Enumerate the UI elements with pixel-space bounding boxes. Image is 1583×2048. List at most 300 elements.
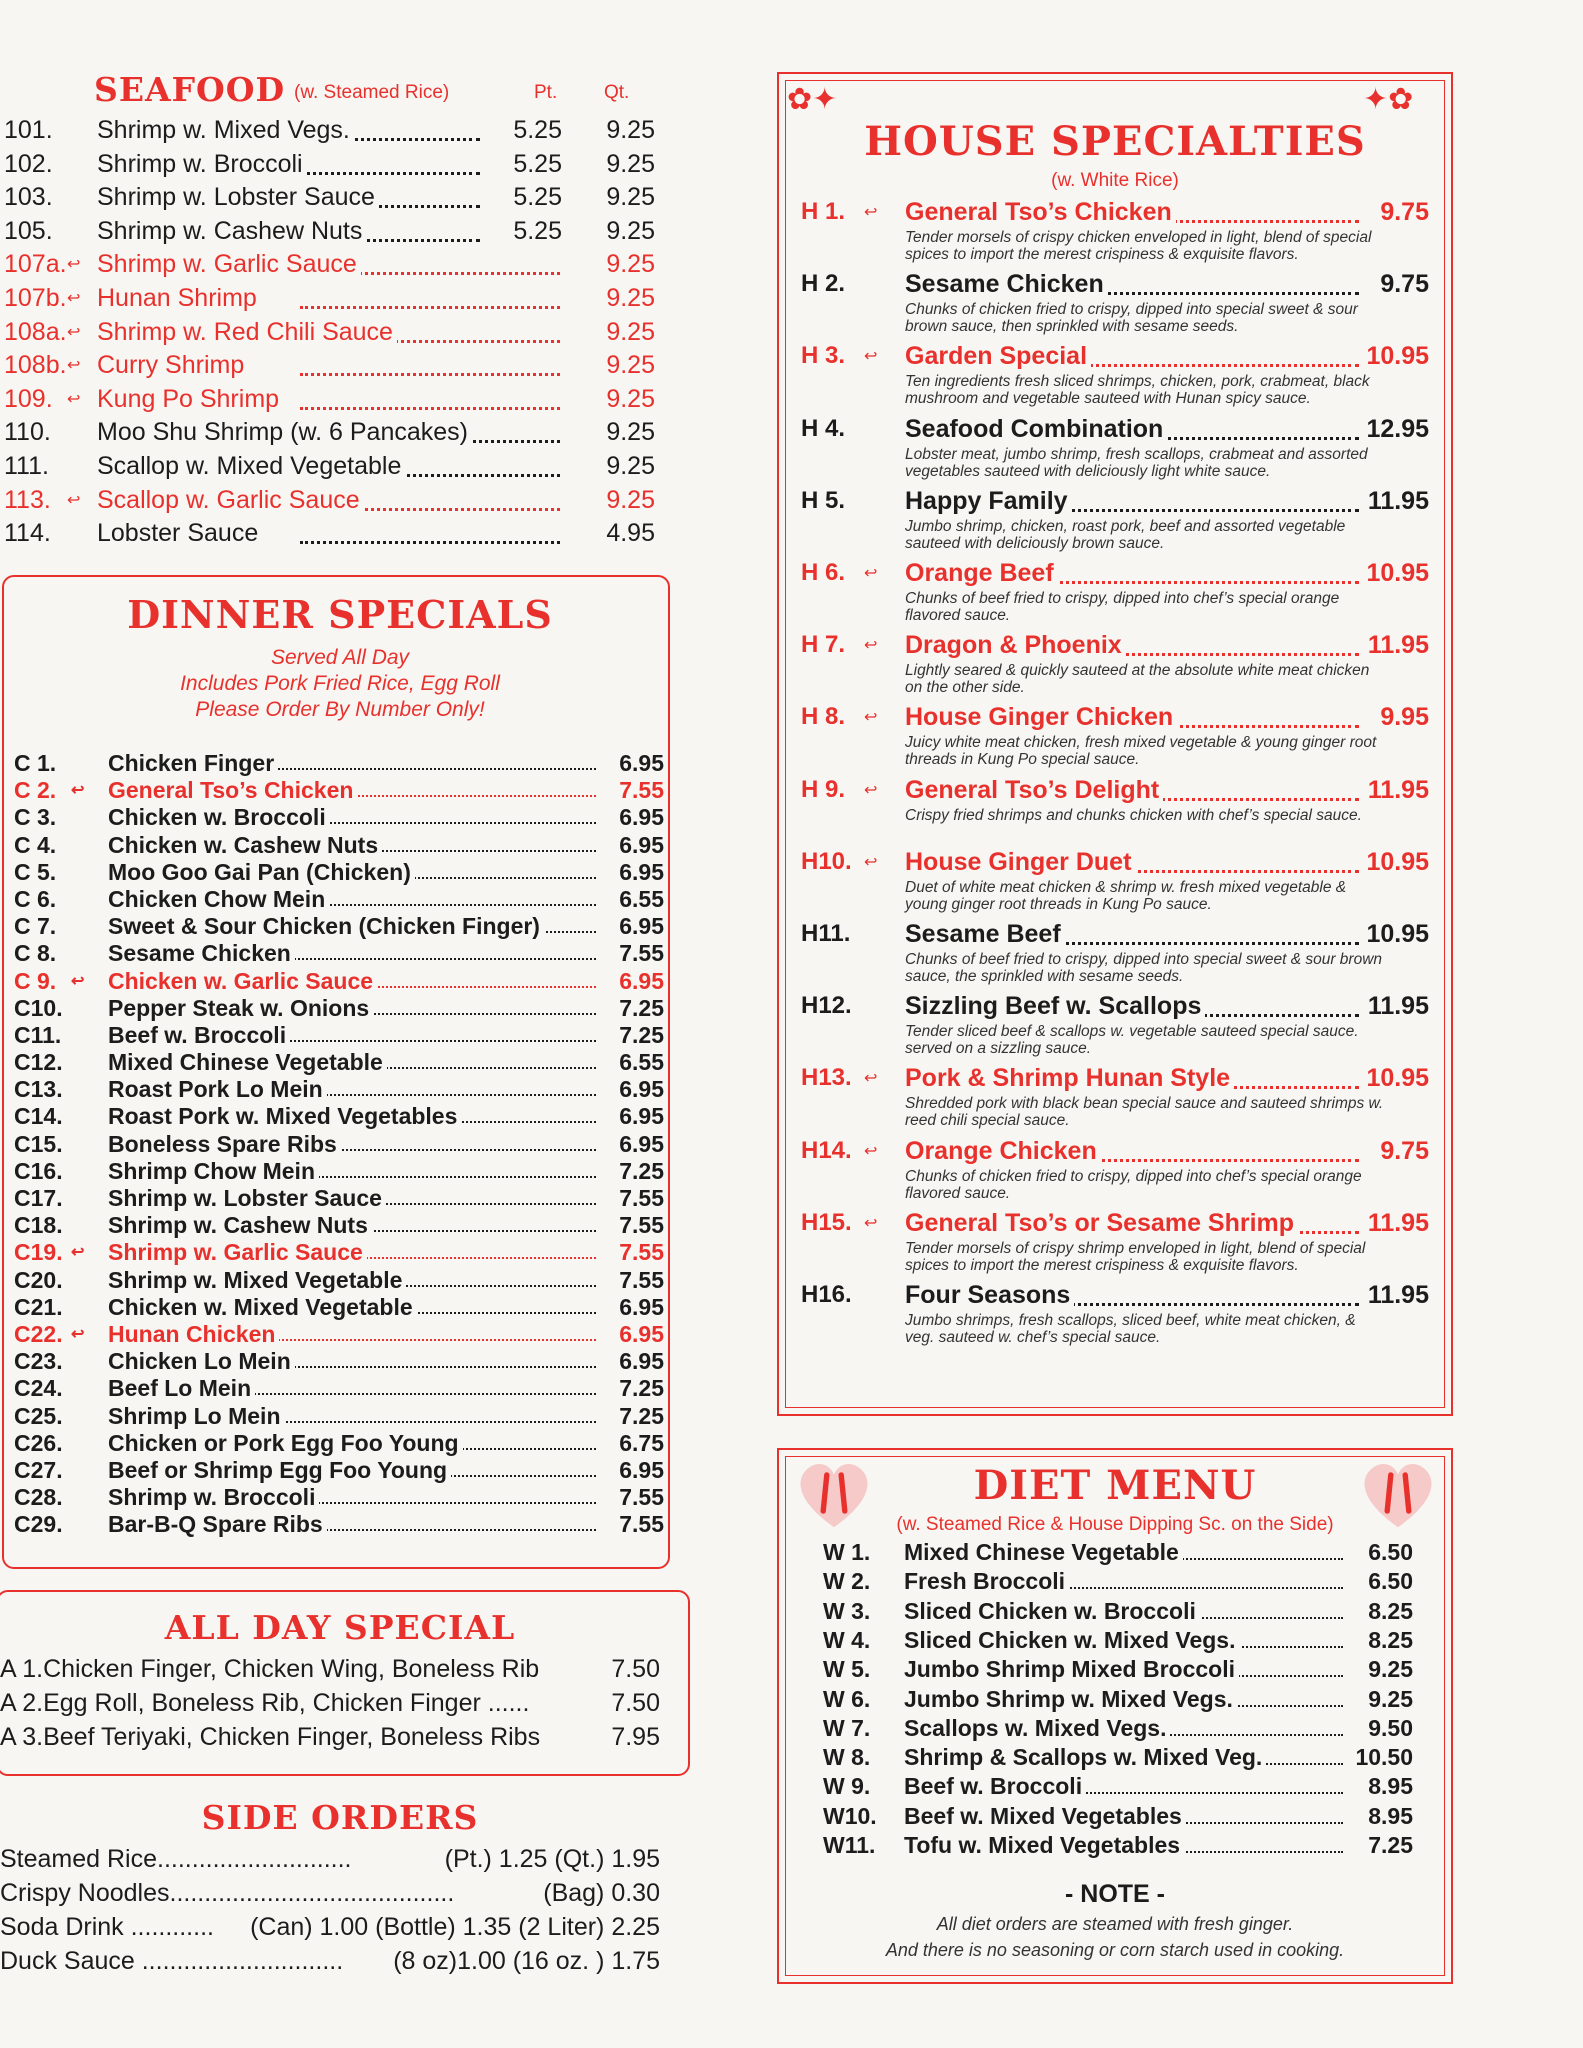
- seafood-item: [0, 349, 680, 383]
- note-line: And there is no seasoning or corn starch used in cooking.: [885, 1940, 1345, 1960]
- item-code: H15.: [801, 1208, 852, 1236]
- item-name: Chicken Finger: [108, 750, 278, 777]
- diet-item: [823, 1626, 1413, 1655]
- item-name: Beef or Shrimp Egg Foo Young: [108, 1457, 451, 1484]
- diet-item: [823, 1831, 1413, 1860]
- dinner-item: [14, 1430, 664, 1457]
- item-code: C22.: [14, 1320, 63, 1347]
- house-specialties-title: HOUSE SPECIALTIES: [864, 118, 1366, 165]
- item-code: C24.: [14, 1375, 63, 1402]
- item-number: 107b.: [4, 283, 67, 312]
- item-price: 9.25: [1364, 1685, 1413, 1714]
- hot-pepper-icon: ↩: [864, 853, 878, 871]
- item-price: 6.95: [598, 1348, 664, 1375]
- item-code: W 6.: [823, 1685, 871, 1712]
- item-price: 6.55: [598, 886, 664, 913]
- item-name: General Tso’s Chicken: [108, 777, 357, 804]
- item-code: H16.: [801, 1281, 852, 1308]
- item-description: Duet of white meat chicken & shrimp w. fresh mixed vegetable & young ginger root threads in Kung Po sauce.: [905, 878, 1347, 913]
- item-number: 113.: [4, 485, 51, 514]
- item-code: C 5.: [14, 858, 57, 885]
- diet-item: [823, 1655, 1413, 1684]
- item-name: Bar-B-Q Spare Ribs: [108, 1511, 327, 1538]
- item-name: Beef Lo Mein: [108, 1375, 255, 1402]
- item-code: W 9.: [823, 1773, 871, 1800]
- item-name: Beef w. Mixed Vegetables: [904, 1802, 1186, 1831]
- item-name: [97, 316, 397, 350]
- item-price: 9.95: [1376, 703, 1429, 732]
- all-day-item-text: A 1.Chicken Finger, Chicken Wing, Boneless Rib: [0, 1655, 540, 1683]
- house-item: [801, 1281, 1429, 1351]
- item-number: 114.: [4, 519, 51, 548]
- item-code: C15.: [14, 1130, 63, 1157]
- side-order-name: Steamed Rice............................: [0, 1845, 352, 1873]
- item-name-text: Kung Po Shrimp: [97, 384, 280, 413]
- dinner-item: [14, 1375, 664, 1402]
- house-item: [801, 1137, 1429, 1207]
- item-code: H 9.: [801, 775, 846, 803]
- dinner-item: [14, 1212, 664, 1239]
- item-price: 6.75: [598, 1430, 664, 1457]
- item-price: 10.95: [1362, 1064, 1429, 1093]
- item-name-text: Shrimp w. Cashew Nuts: [97, 216, 363, 245]
- item-description: Lobster meat, jumbo shrimp, fresh scallops, crabmeat and assorted vegetables sauteed with deliciously light white sauce.: [905, 445, 1368, 480]
- hot-pepper-icon: ↩: [71, 1244, 85, 1262]
- dinner-item: [14, 1185, 664, 1212]
- item-number: 110.: [4, 418, 51, 447]
- item-price: 10.95: [1362, 848, 1429, 877]
- item-code: C23.: [14, 1348, 63, 1375]
- item-name: Chicken w. Cashew Nuts: [108, 832, 382, 859]
- item-code: C19.: [14, 1239, 63, 1266]
- house-item: [801, 631, 1429, 701]
- diet-item: [823, 1772, 1413, 1801]
- item-name: Chicken Lo Mein: [108, 1348, 295, 1375]
- item-price: 7.55: [598, 1185, 664, 1212]
- item-name: Sweet & Sour Chicken (Chicken Finger): [108, 913, 544, 940]
- quart-price: 9.25: [585, 383, 655, 417]
- star-cluster-icon: ✦✿: [1363, 83, 1414, 116]
- quart-price: 9.25: [585, 248, 655, 282]
- side-order-price: (Bag) 0.30: [543, 1879, 660, 1907]
- item-name: Seafood Combination: [905, 415, 1167, 444]
- item-code: W 1.: [823, 1539, 871, 1565]
- item-name: [97, 114, 354, 148]
- item-name-text: Moo Shu Shrimp (w. 6 Pancakes): [97, 418, 468, 447]
- seafood-item: [0, 215, 680, 249]
- item-description: Lightly seared & quickly sauteed at the absolute white meat chicken on the other side.: [905, 662, 1370, 697]
- item-code: W 3.: [823, 1597, 871, 1624]
- dinner-item: [14, 859, 664, 886]
- item-price: 7.25: [598, 1022, 664, 1049]
- item-description: Tender morsels of crispy shrimp enveloped in light, blend of special spices to import the merest crispiness & exquisite flavors.: [905, 1239, 1366, 1274]
- hot-pepper-icon: ↩: [71, 972, 85, 990]
- quart-price: 9.25: [585, 349, 655, 383]
- item-name: Fresh Broccoli: [904, 1567, 1069, 1596]
- item-code: C11.: [14, 1021, 62, 1048]
- item-price: 7.55: [598, 1484, 664, 1511]
- dot-leader: [214, 1393, 604, 1395]
- item-price: 6.95: [598, 913, 664, 940]
- item-price: 6.95: [598, 1457, 664, 1484]
- seafood-subtitle: (w. Steamed Rice): [294, 82, 450, 103]
- hot-pepper-icon: ↩: [864, 348, 878, 366]
- house-item: [801, 559, 1429, 629]
- item-name: House Ginger Chicken: [905, 703, 1177, 732]
- seafood-item: [0, 484, 680, 518]
- dinner-item: [14, 1484, 664, 1511]
- item-name: Sesame Chicken: [108, 940, 295, 967]
- item-name: Chicken w. Mixed Vegetable: [108, 1294, 417, 1321]
- diet-menu-subtitle: (w. Steamed Rice & House Dipping Sc. on the Side): [896, 1514, 1334, 1535]
- item-number: 102.: [4, 149, 53, 178]
- left-column: [0, 0, 680, 2048]
- house-item: [801, 992, 1429, 1062]
- dinner-item: [14, 968, 664, 995]
- quart-price: 9.25: [585, 148, 655, 182]
- item-code: C12.: [14, 1049, 63, 1076]
- item-code: C20.: [14, 1266, 63, 1293]
- item-code: W 2.: [823, 1568, 871, 1595]
- item-name: Shrimp w. Broccoli: [108, 1484, 319, 1511]
- hot-pepper-icon: ↩: [864, 1214, 878, 1232]
- item-name: Sliced Chicken w. Broccoli: [904, 1597, 1200, 1626]
- item-name: Happy Family: [905, 487, 1072, 516]
- all-day-item-price: 7.50: [611, 1689, 660, 1717]
- side-order-item: [0, 1947, 660, 1976]
- item-price: 7.55: [598, 1511, 664, 1538]
- item-description: Jumbo shrimps, fresh scallops, sliced beef, white meat chicken, & veg. sauteed w. chef’s special sauce.: [905, 1312, 1356, 1346]
- item-name-text: Shrimp w. Garlic Sauce: [97, 250, 357, 279]
- all-day-item-price: 7.95: [611, 1723, 660, 1751]
- hot-pepper-icon: ↩: [67, 323, 81, 341]
- item-code: C 4.: [14, 831, 57, 858]
- item-code: C14.: [14, 1103, 63, 1130]
- seafood-item: [0, 181, 680, 215]
- item-description: Chunks of beef fried to crispy, dipped into special sweet & sour brown sauce, the sprinkled with sesame seeds.: [905, 951, 1383, 985]
- item-price: 11.95: [1364, 631, 1429, 660]
- side-orders-title: SIDE ORDERS: [201, 1798, 479, 1837]
- item-code: W 8.: [823, 1744, 871, 1771]
- item-name: Orange Beef: [905, 559, 1058, 588]
- item-price: 10.95: [1362, 559, 1429, 588]
- item-price: 6.95: [598, 1103, 664, 1130]
- item-price: 6.95: [598, 968, 664, 995]
- hot-pepper-icon: ↩: [864, 637, 878, 655]
- house-item: [801, 487, 1429, 557]
- hot-pepper-icon: ↩: [67, 491, 81, 509]
- quart-price: 9.25: [585, 215, 655, 249]
- dot-leader: [300, 541, 560, 544]
- item-name: Sliced Chicken w. Mixed Vegs.: [904, 1626, 1240, 1655]
- item-code: H 2.: [801, 270, 846, 298]
- item-name: [97, 215, 366, 249]
- all-day-item-text: A 3.Beef Teriyaki, Chicken Finger, Boneless Ribs: [0, 1723, 541, 1751]
- item-description: Crispy fried shrimps and chunks chicken with chef’s special sauce.: [905, 806, 1362, 824]
- item-name: Shrimp w. Mixed Vegetable: [108, 1267, 406, 1294]
- hot-pepper-icon: ↩: [864, 1070, 878, 1088]
- item-description: Chunks of chicken fried to crispy, dipped into special sweet & sour brown sauce, then sprinkled with sesame seeds.: [905, 301, 1358, 336]
- item-name-text: Scallop w. Mixed Vegetable: [97, 451, 402, 480]
- item-name: [97, 416, 472, 450]
- side-order-price: (8 oz)1.00 (16 oz. ) 1.75: [393, 1947, 660, 1975]
- item-name: Mixed Chinese Vegetable: [904, 1538, 1183, 1567]
- diet-item: [823, 1743, 1413, 1772]
- item-code: C27.: [14, 1456, 63, 1483]
- dinner-subtitle-1: Served All Day: [270, 646, 410, 669]
- item-price: 7.25: [598, 1158, 664, 1185]
- dinner-item: [14, 1267, 664, 1294]
- dinner-item: [14, 886, 664, 913]
- house-item: [801, 703, 1429, 773]
- item-price: 8.25: [1364, 1626, 1413, 1655]
- pint-price: 5.25: [492, 114, 562, 148]
- seafood-list: [0, 114, 680, 551]
- item-code: C25.: [14, 1402, 63, 1429]
- item-name: Moo Goo Gai Pan (Chicken): [108, 859, 415, 886]
- item-name: Sizzling Beef w. Scallops: [905, 992, 1205, 1021]
- item-price: 6.95: [598, 859, 664, 886]
- house-item: [801, 920, 1429, 990]
- hot-pepper-icon: ↩: [67, 357, 81, 375]
- item-name: Boneless Spare Ribs: [108, 1131, 341, 1158]
- hot-pepper-icon: ↩: [864, 709, 878, 727]
- pint-price: 5.25: [492, 181, 562, 215]
- all-day-item: [0, 1723, 660, 1752]
- dot-leader: [300, 407, 560, 410]
- item-name: [97, 383, 283, 417]
- seafood-item: [0, 148, 680, 182]
- item-price: 10.95: [1362, 342, 1429, 371]
- item-price: 7.25: [1364, 1831, 1413, 1860]
- seafood-item: [0, 248, 680, 282]
- item-name: Chicken w. Broccoli: [108, 804, 330, 831]
- all-day-item: [0, 1689, 660, 1718]
- dinner-item: [14, 1348, 664, 1375]
- item-code: C 2.: [14, 777, 57, 804]
- hot-pepper-icon: ↩: [67, 390, 81, 408]
- diet-menu-title: DIET MENU: [973, 1462, 1257, 1509]
- item-price: 7.55: [598, 1239, 664, 1266]
- item-code: C13.: [14, 1076, 63, 1103]
- dinner-item: [14, 1457, 664, 1484]
- item-name-text: Lobster Sauce: [97, 519, 259, 548]
- hot-pepper-icon: ↩: [864, 781, 878, 799]
- dinner-item: [14, 1049, 664, 1076]
- item-code: H 6.: [801, 559, 846, 586]
- item-code: H 4.: [801, 414, 846, 442]
- item-name: Shrimp Chow Mein: [108, 1158, 319, 1185]
- item-price: 9.75: [1376, 198, 1429, 227]
- item-name: House Ginger Duet: [905, 848, 1135, 877]
- quart-price: 9.25: [585, 450, 655, 484]
- item-name-text: Shrimp w. Mixed Vegs.: [97, 116, 350, 144]
- quart-price: 9.25: [585, 484, 655, 518]
- item-price: 7.55: [598, 1212, 664, 1239]
- seafood-item: [0, 282, 680, 316]
- item-name: [97, 148, 307, 182]
- item-description: Shredded pork with black bean special sauce and sauteed shrimps w. reed chili special sauce.: [905, 1095, 1384, 1130]
- dinner-item: [14, 1294, 664, 1321]
- item-code: C10.: [14, 994, 63, 1021]
- item-price: 6.95: [598, 1321, 664, 1348]
- item-price: 6.95: [598, 1076, 664, 1103]
- item-name: Hunan Chicken: [108, 1321, 279, 1348]
- side-order-item: [0, 1913, 660, 1942]
- diet-item: [823, 1802, 1413, 1831]
- item-number: 101.: [4, 116, 53, 144]
- dinner-item: [14, 940, 664, 967]
- item-price: 6.50: [1364, 1538, 1413, 1567]
- seafood-item: [0, 316, 680, 350]
- side-order-name: Duck Sauce .............................: [0, 1947, 344, 1975]
- dinner-item: [14, 1321, 664, 1348]
- item-number: 108b.: [4, 351, 67, 380]
- side-order-name: Crispy Noodles.........................................: [0, 1879, 455, 1907]
- item-name-text: Shrimp w. Broccoli: [97, 149, 303, 178]
- house-item: [801, 1209, 1429, 1279]
- item-description: Jumbo shrimp, chicken, roast pork, beef and assorted vegetable sauteed with deliciously brown sauce.: [905, 517, 1346, 552]
- seafood-item: [0, 450, 680, 484]
- item-code: H11.: [801, 920, 851, 947]
- item-name: [97, 484, 364, 518]
- item-code: C26.: [14, 1429, 63, 1456]
- item-price: 7.55: [598, 940, 664, 967]
- item-code: C18.: [14, 1212, 63, 1239]
- item-code: W 4.: [823, 1626, 871, 1653]
- item-code: H 3.: [801, 342, 846, 370]
- side-order-item: [0, 1845, 660, 1874]
- item-number: 103.: [4, 183, 53, 212]
- item-name: General Tso’s Chicken: [905, 198, 1176, 227]
- item-code: C 3.: [14, 804, 57, 831]
- house-item: [801, 342, 1429, 412]
- dinner-item: [14, 1076, 664, 1103]
- item-price: 6.95: [598, 832, 664, 859]
- item-number: 111.: [4, 451, 49, 480]
- item-name: [97, 349, 248, 383]
- hot-pepper-icon: ↩: [864, 204, 878, 221]
- dinner-item: [14, 1131, 664, 1158]
- item-code: H12.: [801, 992, 852, 1020]
- item-price: 11.95: [1364, 776, 1429, 805]
- quart-price: 9.25: [585, 282, 655, 316]
- item-name: [97, 282, 261, 316]
- dinner-subtitle-3: Please Order By Number Only!: [195, 698, 485, 721]
- dinner-item: [14, 1403, 664, 1430]
- item-description: Ten ingredients fresh sliced shrimps, chicken, pork, crabmeat, black mushroom and vegetable sauteed with Hunan spicy sauce.: [905, 373, 1370, 408]
- item-number: 108a.: [4, 317, 67, 346]
- quart-price: 9.25: [585, 416, 655, 450]
- item-price: 7.25: [598, 995, 664, 1022]
- item-name: General Tso’s Delight: [905, 776, 1163, 805]
- item-code: C17.: [14, 1185, 63, 1211]
- side-order-name: Soda Drink ............: [0, 1913, 214, 1941]
- dot-leader: [1023, 1587, 1343, 1589]
- item-price: 10.95: [1362, 920, 1429, 949]
- item-name: Chicken w. Garlic Sauce: [108, 968, 377, 995]
- all-day-item-text: A 2.Egg Roll, Boneless Rib, Chicken Finger ......: [0, 1689, 530, 1717]
- item-code: C 8.: [14, 940, 57, 967]
- hot-pepper-icon: ↩: [67, 256, 81, 274]
- dinner-specials-list: [14, 750, 664, 1538]
- item-name: [97, 517, 262, 551]
- house-item: [801, 1064, 1429, 1134]
- dinner-item: [14, 1103, 664, 1130]
- hot-pepper-icon: ↩: [864, 565, 878, 582]
- item-number: 107a.: [4, 250, 67, 279]
- house-item: [801, 415, 1429, 485]
- hot-pepper-icon: ↩: [864, 1142, 878, 1160]
- diet-item: [823, 1685, 1413, 1714]
- item-name: Pork & Shrimp Hunan Style: [905, 1064, 1234, 1093]
- item-price: 11.95: [1364, 487, 1429, 516]
- quart-price: 9.25: [585, 114, 655, 148]
- item-code: C 7.: [14, 913, 57, 940]
- house-item: [801, 270, 1429, 340]
- item-number: 109.: [4, 384, 53, 413]
- item-code: C28.: [14, 1484, 63, 1511]
- dinner-item: [14, 832, 664, 859]
- note-line: All diet orders are steamed with fresh ginger.: [936, 1914, 1294, 1934]
- item-name-text: Scallop w. Garlic Sauce: [97, 485, 360, 514]
- hot-pepper-icon: ↩: [71, 782, 85, 800]
- dinner-subtitle-2: Includes Pork Fried Rice, Egg Roll: [180, 672, 500, 695]
- all-day-item-price: 7.50: [611, 1655, 660, 1683]
- item-price: 7.25: [598, 1403, 664, 1430]
- item-name-text: Shrimp w. Red Chili Sauce: [97, 317, 393, 346]
- item-code: H 1.: [801, 198, 846, 225]
- dinner-item: [14, 1158, 664, 1185]
- item-description: Chunks of chicken fried to crispy, dipped into chef’s special orange flavored sauce.: [905, 1167, 1362, 1202]
- quart-column-label: Qt.: [604, 82, 630, 103]
- side-order-price: (Pt.) 1.25 (Qt.) 1.95: [444, 1845, 660, 1873]
- item-name: Shrimp & Scallops w. Mixed Veg.: [904, 1743, 1266, 1772]
- item-name: Chicken Chow Mein: [108, 886, 329, 913]
- item-name: Shrimp Lo Mein: [108, 1403, 285, 1430]
- item-name: Sesame Beef: [905, 920, 1065, 949]
- item-code: W10.: [823, 1802, 877, 1829]
- item-code: H10.: [801, 847, 852, 875]
- note-title: - NOTE -: [1065, 1880, 1165, 1908]
- item-name: Roast Pork Lo Mein: [108, 1076, 327, 1103]
- item-code: W 7.: [823, 1714, 871, 1741]
- house-item: [801, 776, 1429, 846]
- dinner-item: [14, 1511, 664, 1538]
- dinner-item: [14, 1022, 664, 1049]
- diet-item: [823, 1597, 1413, 1626]
- house-item: [801, 198, 1429, 268]
- item-description: Juicy white meat chicken, fresh mixed vegetable & young ginger root threads in Kung Po special sauce.: [905, 734, 1377, 769]
- item-price: 8.25: [1364, 1597, 1413, 1626]
- all-day-special-title: ALL DAY SPECIAL: [164, 1608, 516, 1647]
- item-price: 6.95: [598, 804, 664, 831]
- item-name: Shrimp w. Lobster Sauce: [108, 1185, 386, 1212]
- item-price: 8.95: [1364, 1772, 1413, 1801]
- item-price: 9.75: [1376, 1137, 1429, 1166]
- dot-leader: [300, 373, 560, 376]
- pint-column-label: Pt.: [534, 82, 558, 103]
- seafood-header: [94, 70, 654, 110]
- item-name: Pepper Steak w. Onions: [108, 995, 373, 1022]
- item-name: [97, 181, 379, 215]
- item-price: 12.95: [1362, 415, 1429, 444]
- item-code: W 5.: [823, 1656, 871, 1683]
- item-name: Orange Chicken: [905, 1137, 1101, 1166]
- diet-item: [823, 1538, 1413, 1567]
- item-code: C21.: [14, 1293, 63, 1320]
- item-name: Scallops w. Mixed Vegs.: [904, 1714, 1170, 1743]
